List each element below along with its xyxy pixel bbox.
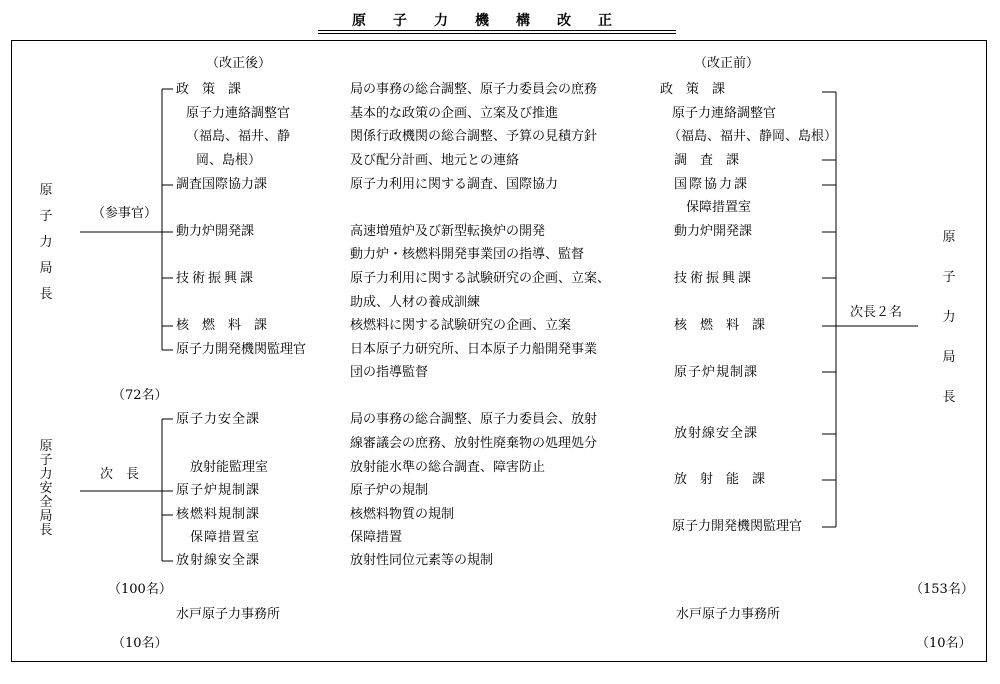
unit-liaison-officer: 原子力連絡調整官 (186, 106, 291, 121)
left-head-official: 原子力局長 (39, 183, 53, 302)
unit-radioactivity-office: 放射能監理室 (190, 460, 269, 475)
unit-nuclear-safety: 原子力安全課 (176, 412, 261, 427)
duty-nuclear-fuel: 核燃料に関する試験研究の企画、立案 (350, 318, 572, 333)
right-mito-office: 水戸原子力事務所 (676, 607, 781, 622)
duty-policy: 局の事務の総合調整、原子力委員会の庶務 (350, 82, 598, 97)
left-deputy: 次 長 (100, 467, 140, 482)
old-unit-power-reactor: 動力炉開発課 (674, 224, 753, 239)
old-unit-intl: 国際協力課 (674, 177, 750, 192)
duty-reactor-regulation: 原子炉の規制 (350, 483, 429, 498)
duty-dev-supervisor-2: 団の指導監督 (350, 365, 429, 380)
unit-fuel-regulation: 核燃料規制課 (176, 507, 261, 522)
duty-dev-supervisor-1: 日本原子力研究所、日本原子力船開発事業 (350, 342, 598, 357)
duty-radiation-safety: 放射性同位元素等の規制 (350, 553, 494, 568)
unit-tech-promotion: 技術振興課 (176, 271, 257, 286)
counselor-label: （参事官） (92, 206, 158, 221)
duty-power-reactor-2: 動力炉・核燃料開発事業団の指導、監督 (350, 247, 585, 262)
right-deputy: 次長２名 (850, 305, 903, 320)
old-unit-nuclear-fuel: 核 燃 料 課 (674, 318, 766, 333)
duty-radioactivity: 放射能水準の総合調査、障害防止 (350, 460, 546, 475)
unit-power-reactor: 動力炉開発課 (176, 224, 255, 239)
old-unit-radiation-safety: 放射線安全課 (674, 426, 759, 441)
old-unit-research: 調 査 課 (674, 153, 740, 168)
unit-research-intl: 調査国際協力課 (176, 177, 268, 192)
old-unit-liaison-regions: （福島、福井、静岡、島根） (668, 129, 838, 144)
duty-safeguards: 保障措置 (350, 530, 403, 545)
right-count-main: （153名） (910, 582, 974, 597)
duty-safety-2: 線審議会の庶務、放射性廃棄物の処理処分 (350, 436, 598, 451)
duty-safety-1: 局の事務の総合調整、原子力委員会、放射 (350, 412, 598, 427)
unit-dev-supervisor: 原子力開発機関監理官 (176, 342, 307, 357)
old-unit-reactor-regulation: 原子炉規制課 (674, 365, 759, 380)
old-unit-safeguards: 保障措置室 (686, 200, 752, 215)
left-count-mito: （10名） (112, 636, 168, 651)
page-title: 原子力機構改正 (352, 13, 639, 29)
right-header: （改正前） (694, 56, 760, 71)
duty-fuel-regulation: 核燃料物質の規制 (350, 507, 455, 522)
unit-safeguards-office: 保障措置室 (190, 530, 261, 545)
duty-tech-2: 助成、人材の養成訓練 (350, 295, 481, 310)
safety-bureau-head: 原子力安全局長 (39, 439, 53, 538)
duty-research-intl: 原子力利用に関する調査、国際協力 (350, 177, 559, 192)
unit-policy: 政 策 課 (176, 82, 242, 97)
unit-nuclear-fuel: 核 燃 料 課 (176, 318, 268, 333)
duty-liaison-3: 及び配分計画、地元との連絡 (350, 153, 520, 168)
old-unit-tech-promotion: 技術振興課 (674, 271, 755, 286)
unit-liaison-regions: （福島、福井、静 (186, 129, 291, 144)
right-head-official: 原子力局長 (942, 230, 956, 405)
right-count-mito: （10名） (916, 636, 972, 651)
duty-liaison-2: 関係行政機関の総合調整、予算の見積方針 (350, 129, 598, 144)
left-mito-office: 水戸原子力事務所 (176, 607, 281, 622)
left-count-safety: （100名） (108, 582, 172, 597)
old-unit-radioactivity: 放 射 能 課 (674, 472, 766, 487)
old-unit-dev-supervisor: 原子力開発機関監理官 (672, 519, 803, 534)
duty-power-reactor-1: 高速増殖炉及び新型転換炉の開発 (350, 224, 546, 239)
left-header: （改正後） (206, 56, 272, 71)
duty-liaison-1: 基本的な政策の企画、立案及び推進 (350, 106, 559, 121)
unit-liaison-regions-2: 岡、島根） (196, 153, 262, 168)
duty-tech-1: 原子力利用に関する試験研究の企画、立案、 (350, 271, 611, 286)
old-unit-liaison-officer: 原子力連絡調整官 (672, 106, 777, 121)
old-unit-policy: 政 策 課 (660, 82, 726, 97)
unit-radiation-safety: 放射線安全課 (176, 553, 261, 568)
left-count-main: （72名） (112, 388, 168, 403)
unit-reactor-regulation: 原子炉規制課 (176, 483, 261, 498)
